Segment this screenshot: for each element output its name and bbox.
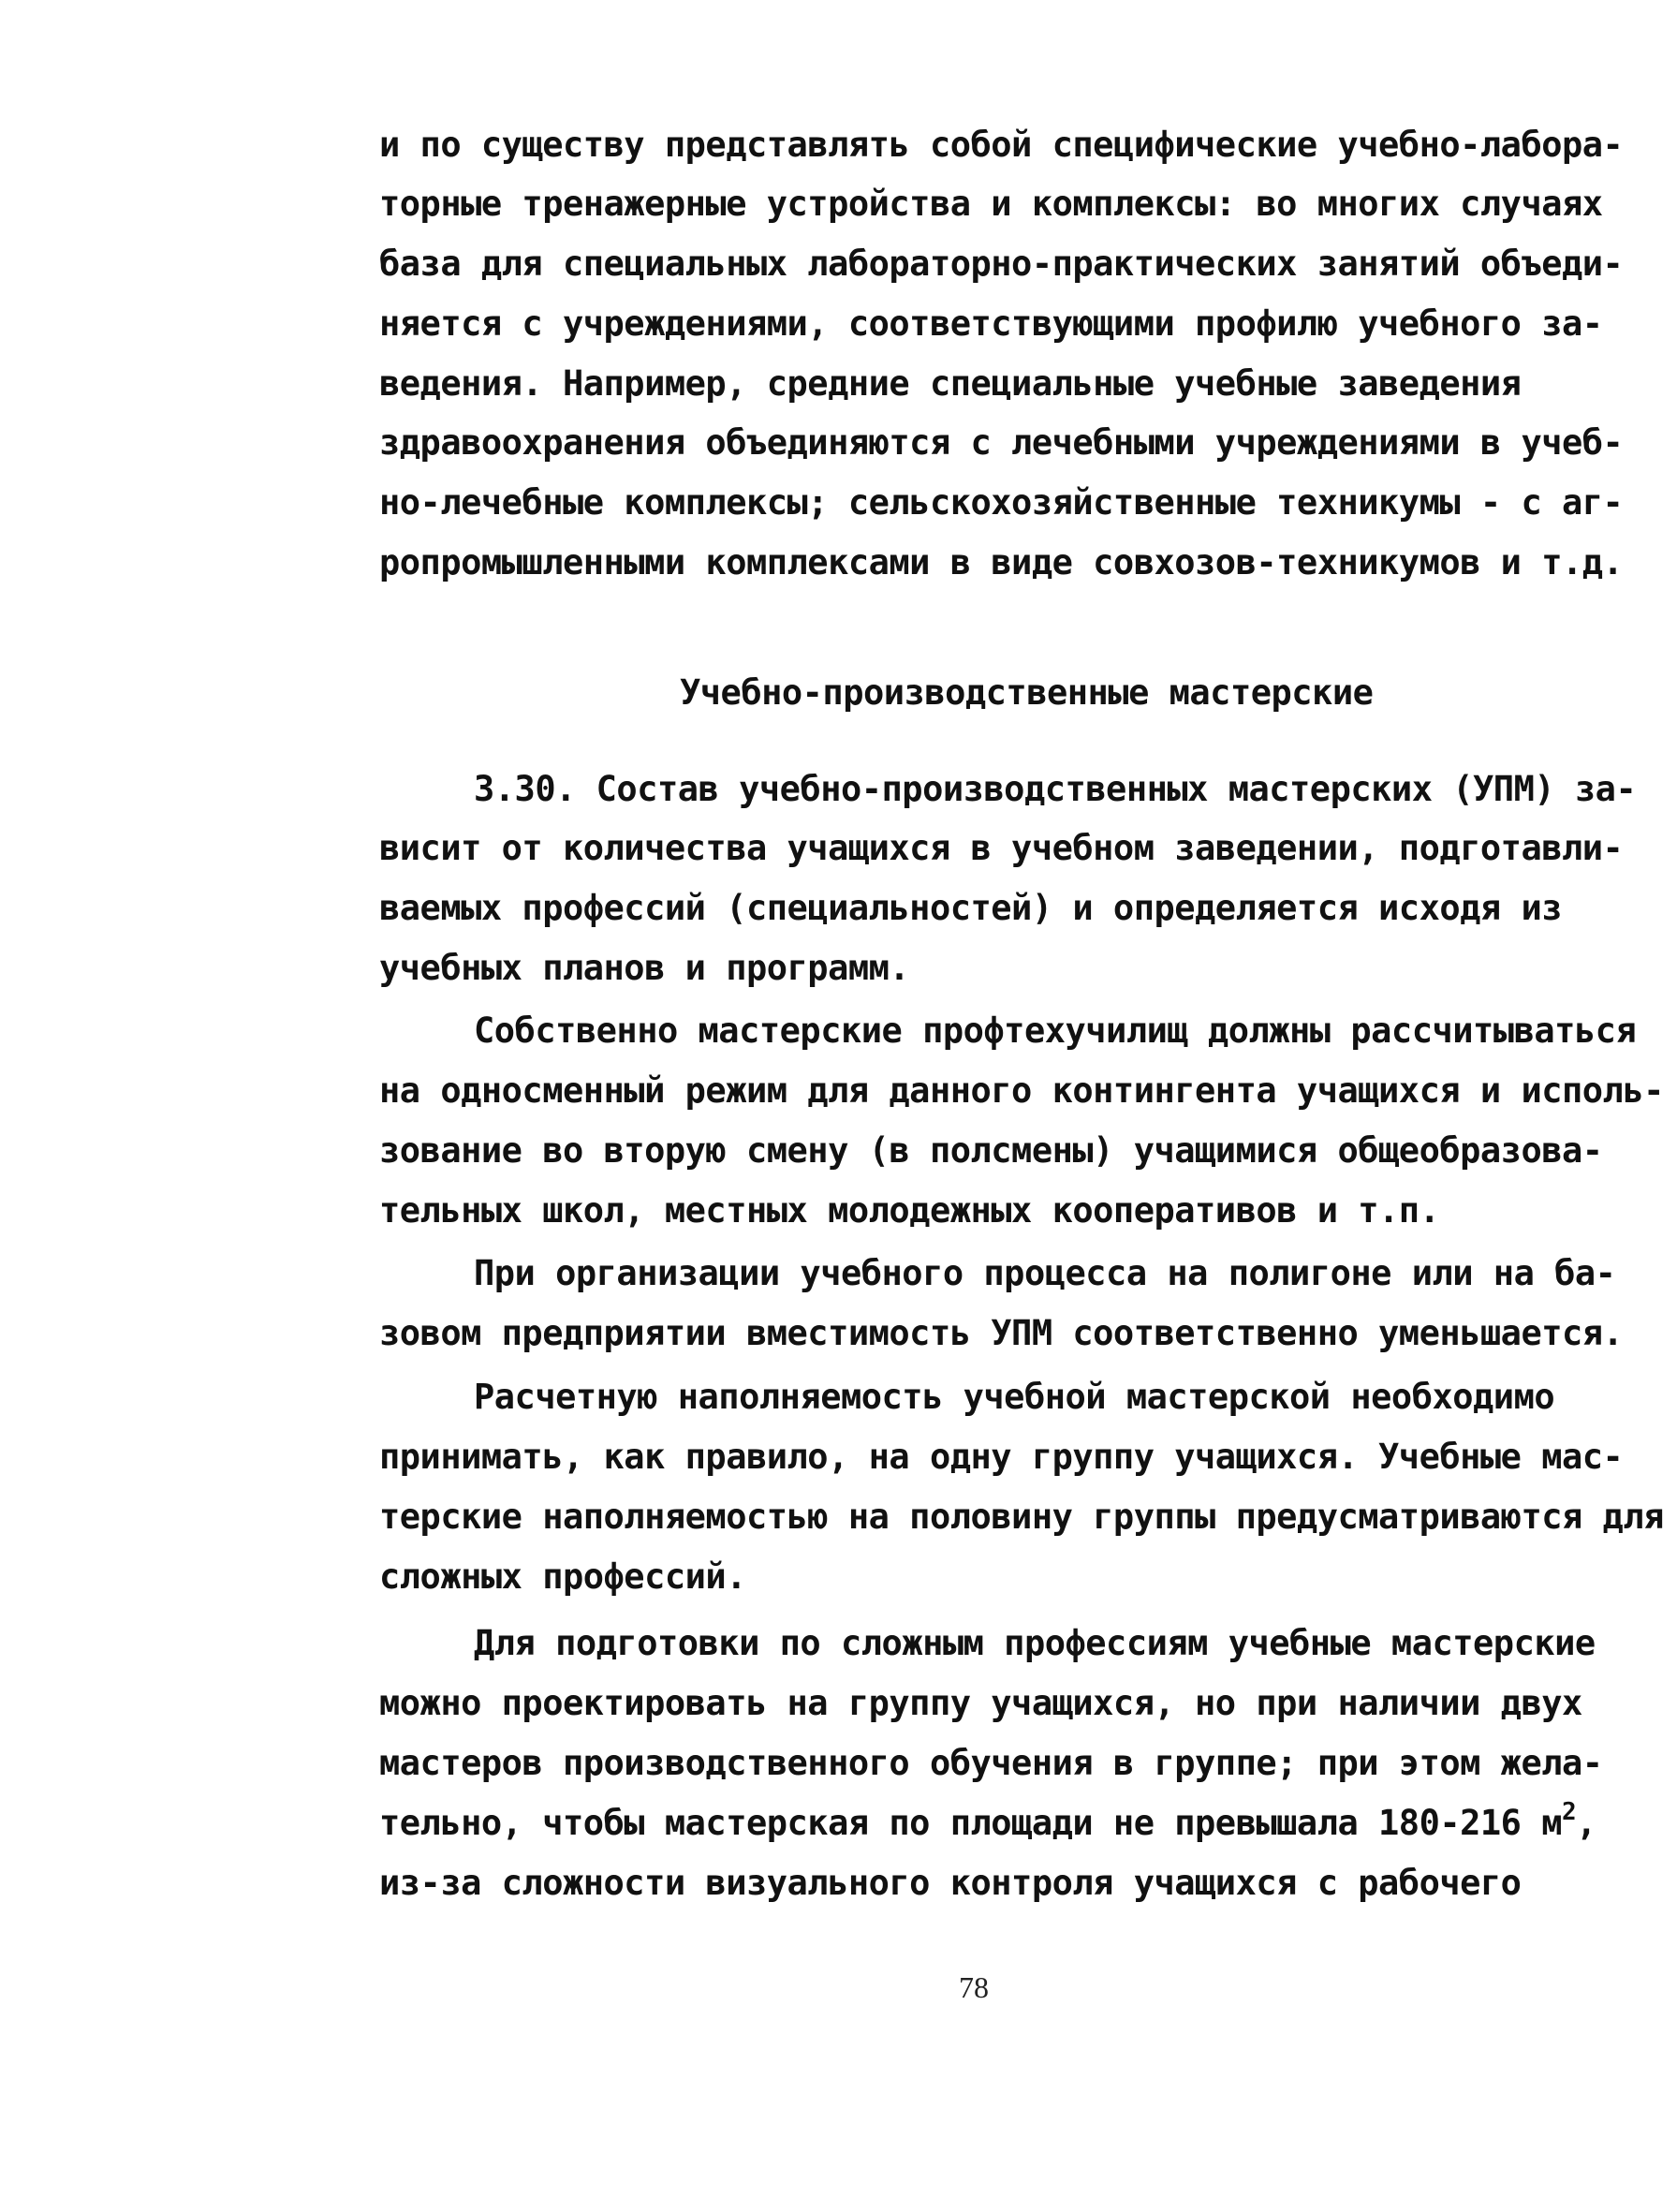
paragraph-3-line-3: зование во вторую смену (в полсмены) учащимися общеобразова- <box>379 1130 1603 1171</box>
paragraph-5-line-3: терские наполняемостью на половину группы предусматриваются для <box>379 1497 1664 1537</box>
paragraph-2-line-4: учебных планов и программ. <box>379 948 910 988</box>
paragraph-3-line-1: Собственно мастерские профтехучилищ должны рассчитываться <box>474 1010 1637 1051</box>
paragraph-1-line-3: база для специальных лабораторно-практических занятий объеди- <box>379 243 1624 284</box>
trailing-comma: , <box>1576 1803 1596 1843</box>
paragraph-1-line-4: няется с учреждениями, соответствующими профилю учебного за- <box>379 303 1603 344</box>
paragraph-6-line-1: Для подготовки по сложным профессиям учебные мастерские <box>474 1623 1596 1663</box>
paragraph-2-line-1: 3.30. Состав учебно-производственных мастерских (УПМ) за- <box>474 769 1637 809</box>
paragraph-1-line-6: здравоохранения объединяются с лечебными учреждениями в учеб- <box>379 422 1624 463</box>
paragraph-5-line-2: принимать, как правило, на одну группу учащихся. Учебные мас- <box>379 1437 1624 1477</box>
section-heading: Учебно-производственные мастерские <box>680 672 1374 713</box>
paragraph-6-line-4-text: тельно, чтобы мастерская по площади не превышала 180-216 м <box>379 1803 1563 1843</box>
paragraph-1-line-8: ропромышленными комплексами в виде совхозов-техникумов и т.д. <box>379 542 1624 582</box>
paragraph-2-line-3: ваемых профессий (специальностей) и определяется исходя из <box>379 888 1563 928</box>
paragraph-6-line-4 <box>379 1798 1596 1849</box>
paragraph-3-line-2: на односменный режим для данного контингента учащихся и исполь- <box>379 1070 1664 1111</box>
paragraph-4-line-2: зовом предприятии вместимость УПМ соответственно уменьшается. <box>379 1313 1624 1353</box>
paragraph-5-line-1: Расчетную наполняемость учебной мастерской необходимо <box>474 1377 1555 1417</box>
paragraph-1-line-2: торные тренажерные устройства и комплексы: во многих случаях <box>379 184 1603 224</box>
paragraph-3-line-4: тельных школ, местных молодежных кооперативов и т.п. <box>379 1190 1440 1231</box>
page-number: 78 <box>959 1970 989 2004</box>
paragraph-5-line-4: сложных профессий. <box>379 1556 746 1597</box>
paragraph-4-line-1: При организации учебного процесса на полигоне или на ба- <box>474 1253 1616 1293</box>
paragraph-6-line-2: можно проектировать на группу учащихся, но при наличии двух <box>379 1683 1582 1723</box>
paragraph-6-line-3: мастеров производственного обучения в группе; при этом жела- <box>379 1743 1603 1783</box>
superscript-two: 2 <box>1562 1798 1577 1826</box>
paragraph-1-line-1: и по существу представлять собой специфические учебно-лабора- <box>379 125 1624 165</box>
paragraph-2-line-2: висит от количества учащихся в учебном заведении, подготавли- <box>379 828 1624 868</box>
paragraph-6-line-5: из-за сложности визуального контроля учащихся с рабочего <box>379 1863 1522 1903</box>
paragraph-1-line-7: но-лечебные комплексы; сельскохозяйственные техникумы - с аг- <box>379 482 1624 523</box>
paragraph-1-line-5: ведения. Например, средние специальные учебные заведения <box>379 363 1522 404</box>
